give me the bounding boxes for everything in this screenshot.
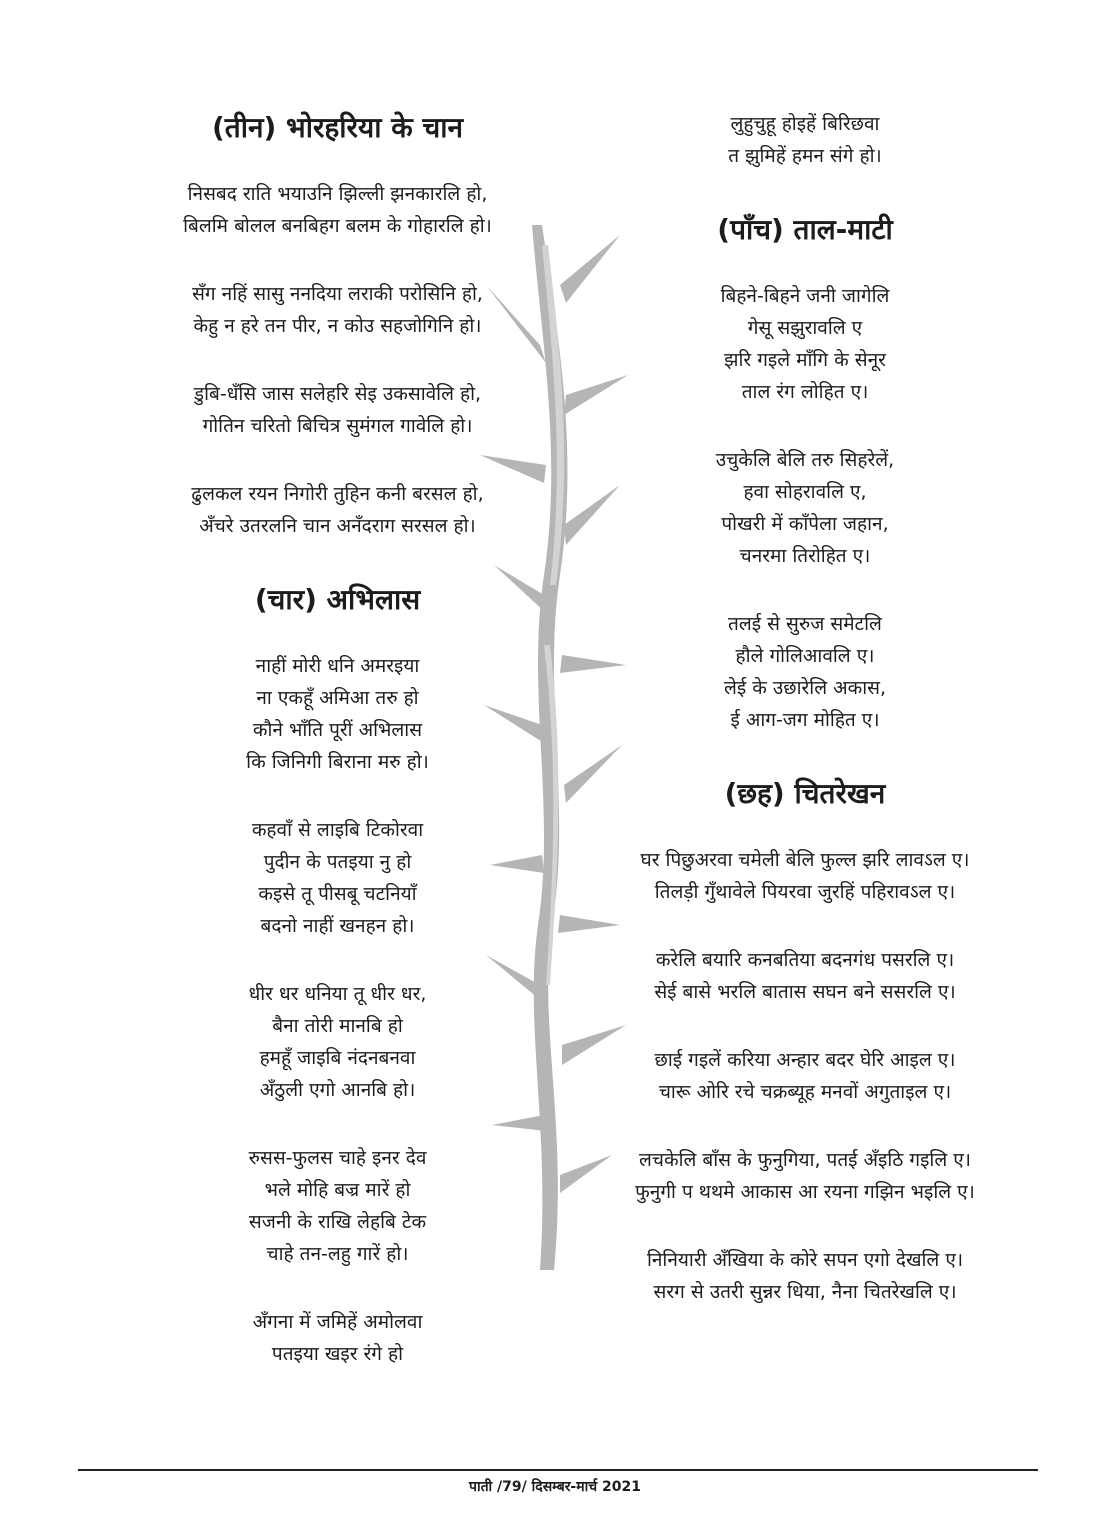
poem-line: ना एकहूँ अमिआ तरु हो bbox=[256, 687, 419, 709]
poem-line: हवा सोहरावलि ए, bbox=[743, 481, 867, 503]
poem-stanza bbox=[590, 108, 1020, 172]
poem-line: बदनो नाहीं खनहन हो। bbox=[260, 915, 415, 937]
poem-line: घर पिछुअरवा चमेली बेलि फुल्ल झरि लावऽल ए। bbox=[640, 849, 970, 871]
poem-line: सेई बासे भरलि बातास सघन बने ससरलि ए। bbox=[654, 981, 956, 1003]
poem-line: भले मोहि बज्र मारें हो bbox=[264, 1179, 411, 1201]
poem-line: ई आग-जग मोहित ए। bbox=[730, 709, 880, 731]
section-heading: (चार) अभिलास bbox=[254, 583, 421, 616]
poem-line: ताल रंग लोहित ए। bbox=[741, 381, 869, 403]
poem-line: उचुकेलि बेलि तरु सिहरेलें, bbox=[715, 449, 895, 471]
poem-stanza bbox=[95, 278, 580, 342]
poem-stanza bbox=[95, 814, 580, 942]
poem-line: निसबद राति भयाउनि झिल्ली झनकारलि हो, bbox=[187, 183, 488, 205]
poem-stanza bbox=[590, 444, 1020, 572]
poem-line: कहवाँ से लाइबि टिकोरवा bbox=[251, 819, 424, 841]
section-heading: (छह) चितरेखन bbox=[724, 777, 886, 810]
poem-line: लेई के उछारेलि अकास, bbox=[723, 677, 887, 699]
poem-line: करेलि बयारि कनबतिया बदनगंध पसरलि ए। bbox=[655, 949, 955, 971]
poem-line: सजनी के राखि लेहबि टेक bbox=[248, 1211, 427, 1233]
poem-stanza bbox=[590, 944, 1020, 1008]
poem-stanza bbox=[590, 1144, 1020, 1208]
poem-line: फुनुगी प थथमे आकास आ रयना गझिन भइलि ए। bbox=[635, 1181, 975, 1203]
poem-line: पुदीन के पतइया नु हो bbox=[263, 851, 412, 873]
poem-line: ढुलकल रयन निगोरी तुहिन कनी बरसल हो, bbox=[191, 483, 484, 505]
poem-stanza bbox=[590, 1044, 1020, 1108]
poem-line: चाहे तन-लहु गारें हो। bbox=[266, 1243, 409, 1265]
poem-line: गोतिन चरितो बिचित्र सुमंगल गावेलि हो। bbox=[202, 415, 473, 437]
poem-stanza bbox=[95, 1306, 580, 1370]
footer-divider bbox=[78, 1469, 1038, 1471]
poem-line: रुसस-फुलस चाहे इनर देव bbox=[248, 1147, 427, 1169]
poem-line: कौने भाँति पूरीं अभिलास bbox=[252, 719, 423, 741]
poem-line: कि जिनिगी बिराना मरु हो। bbox=[246, 751, 429, 773]
poem-line: डुबि-धँसि जास सलेहरि सेइ उकसावेलि हो, bbox=[193, 383, 482, 405]
poem-stanza bbox=[95, 650, 580, 778]
left-column bbox=[95, 108, 580, 1370]
poem-line: अँठुली एगो आनबि हो। bbox=[259, 1079, 416, 1101]
poem-stanza bbox=[95, 478, 580, 542]
poem-stanza bbox=[590, 844, 1020, 908]
poem-line: धीर धर धनिया तू धीर धर, bbox=[248, 983, 427, 1005]
poem-line: गेसू सझुरावलि ए bbox=[747, 317, 863, 339]
poem-line: बिहने-बिहने जनी जागेलि bbox=[720, 285, 890, 307]
poem-line: हमहूँ जाइबि नंदनबनवा bbox=[259, 1047, 416, 1069]
poem-stanza bbox=[95, 978, 580, 1106]
poem-line: हौले गोलिआवलि ए। bbox=[735, 645, 875, 667]
page-footer: पाती /79/ दिसम्बर-मार्च 2021 bbox=[469, 1479, 641, 1495]
section-heading: (पाँच) ताल-माटी bbox=[717, 213, 893, 246]
poem-stanza bbox=[95, 178, 580, 242]
poem-line: कइसे तू पीसबू चटनियाँ bbox=[258, 883, 417, 905]
poem-line: सँग नहिं सासु ननदिया लराकी परोसिनि हो, bbox=[192, 283, 483, 305]
poem-stanza bbox=[590, 1244, 1020, 1308]
poem-line: छाई गइलें करिया अन्हार बदर घेरि आइल ए। bbox=[654, 1049, 956, 1071]
poem-line: तिलड़ी गुँथावेले पियरवा जुरहिं पहिरावऽल ए। bbox=[654, 881, 956, 903]
poem-line: तलई से सुरुज समेटलि bbox=[728, 613, 882, 635]
poem-line: लुहुचुहू होइहें बिरिछवा bbox=[730, 113, 880, 135]
poem-line: बैना तोरी मानबि हो bbox=[272, 1015, 403, 1037]
poem-line: अँगना में जमिहें अमोलवा bbox=[252, 1311, 423, 1333]
right-column bbox=[590, 108, 1020, 1308]
poem-line: अँचरे उतरलनि चान अनँदराग सरसल हो। bbox=[199, 515, 476, 537]
poem-line: सरग से उतरी सुन्नर धिया, नैना चितरेखलि ए। bbox=[653, 1281, 957, 1303]
poem-stanza bbox=[590, 608, 1020, 736]
poem-line: पोखरी में काँपेला जहान, bbox=[721, 513, 889, 535]
poem-line: चनरमा तिरोहित ए। bbox=[739, 545, 871, 567]
poem-stanza bbox=[590, 280, 1020, 408]
poem-line: निनियारी अँखिया के कोरे सपन एगो देखलि ए। bbox=[646, 1249, 964, 1271]
poem-line: बिलमि बोलल बनबिहग बलम के गोहारलि हो। bbox=[183, 215, 492, 237]
poem-line: पतइया खइर रंगे हो bbox=[271, 1343, 404, 1365]
poem-line: केहु न हरे तन पीर, न कोउ सहजोगिनि हो। bbox=[193, 315, 482, 337]
section-heading: (तीन) भोरहरिया के चान bbox=[211, 111, 464, 144]
poem-line: झरि गइले माँगि के सेनूर bbox=[724, 349, 886, 371]
poem-stanza bbox=[95, 1142, 580, 1270]
poem-stanza bbox=[95, 378, 580, 442]
poem-line: लचकेलि बाँस के फुनुगिया, पतई अँइठि गइलि ए। bbox=[639, 1149, 971, 1171]
poem-line: नाहीं मोरी धनि अमरइया bbox=[255, 655, 420, 677]
poem-line: चारू ओरि रचे चक्रब्यूह मनवों अगुताइल ए। bbox=[658, 1081, 952, 1103]
poem-line: त झुमिहें हमन संगे हो। bbox=[728, 145, 882, 167]
